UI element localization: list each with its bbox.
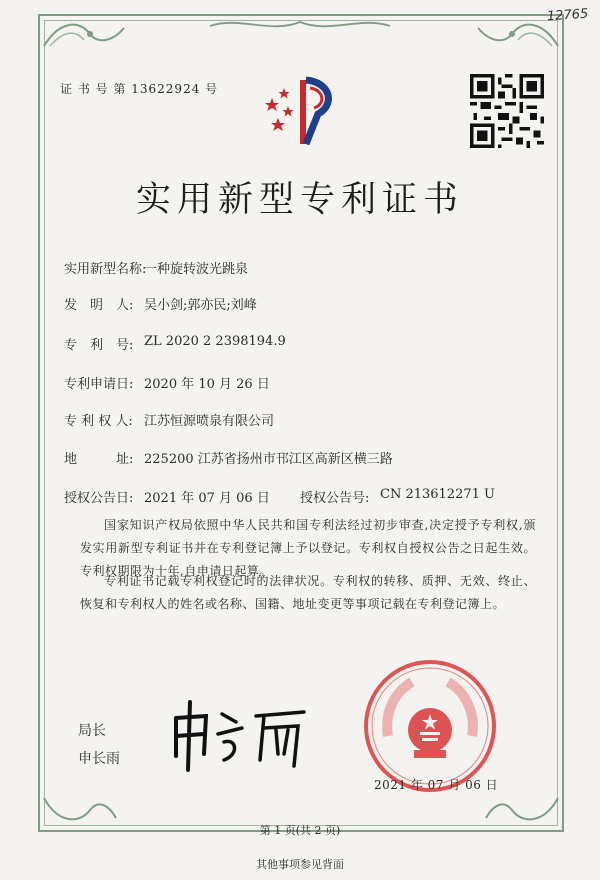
official-seal <box>360 656 500 796</box>
field-label: 授权公告号: <box>300 491 370 506</box>
certificate-number: 证 书 号 第 13622924 号 <box>60 82 219 96</box>
field-grant-date <box>64 487 270 506</box>
qr-code <box>470 74 544 148</box>
field-utility-model-name <box>64 258 248 277</box>
field-value: 吴小剑;郭亦民;刘峰 <box>144 298 257 313</box>
director-title: 局长 <box>78 723 106 739</box>
field-label: 专 利 号: <box>64 338 134 353</box>
page-number: 第 1 页(共 2 页) <box>259 824 341 837</box>
field-patentee <box>64 410 274 429</box>
field-label: 地 址: <box>64 452 134 467</box>
legal-status-paragraph: 专利证书记载专利权登记时的法律状况。专利权的转移、质押、无效、终止、恢复和专利权人的姓名或名称、国籍、地址变更等事项记载在专利登记簿上。 <box>80 574 536 611</box>
field-value: 一种旋转波光跳泉 <box>144 262 249 277</box>
field-inventors <box>64 294 257 313</box>
certificate-title: 实用新型专利证书 <box>135 180 464 220</box>
field-address <box>64 448 393 467</box>
top-center-ornament <box>210 14 390 36</box>
footer-note: 其他事项参见背面 <box>256 858 344 871</box>
field-label: 发 明 人: <box>64 298 134 313</box>
director-signature <box>166 694 316 774</box>
field-label: 实用新型名称: <box>64 262 147 277</box>
field-value: ZL 2020 2 2398194.9 <box>144 334 286 349</box>
field-label: 专利申请日: <box>64 377 134 392</box>
grant-statement-paragraph: 国家知识产权局依照中华人民共和国专利法经过初步审查,决定授予专利权,颁发实用新型专利证书并在专利登记簿上予以登记。专利权自授权公告之日起生效。专利权期限为十年,自申请日起算。 <box>80 518 536 578</box>
field-application-date <box>64 373 270 392</box>
director-name: 申长雨 <box>78 751 120 767</box>
field-patent-number <box>64 334 286 353</box>
field-value: 江苏恒源喷泉有限公司 <box>144 414 275 429</box>
field-grant-number <box>300 487 495 506</box>
field-label: 授权公告日: <box>64 491 134 506</box>
handwritten-note: 12765 <box>546 6 589 25</box>
seal-date: 2021 年 07 月 06 日 <box>374 778 499 792</box>
top-left-ornament <box>40 16 130 52</box>
cnipa-logo <box>258 70 338 150</box>
field-value: 2021 年 07 月 06 日 <box>144 491 270 506</box>
field-value: 2020 年 10 月 26 日 <box>144 377 270 392</box>
field-label: 专 利 权 人: <box>64 414 133 429</box>
field-value: 225200 江苏省扬州市邗江区高新区横三路 <box>144 452 393 467</box>
field-value: CN 213612271 U <box>380 487 495 502</box>
